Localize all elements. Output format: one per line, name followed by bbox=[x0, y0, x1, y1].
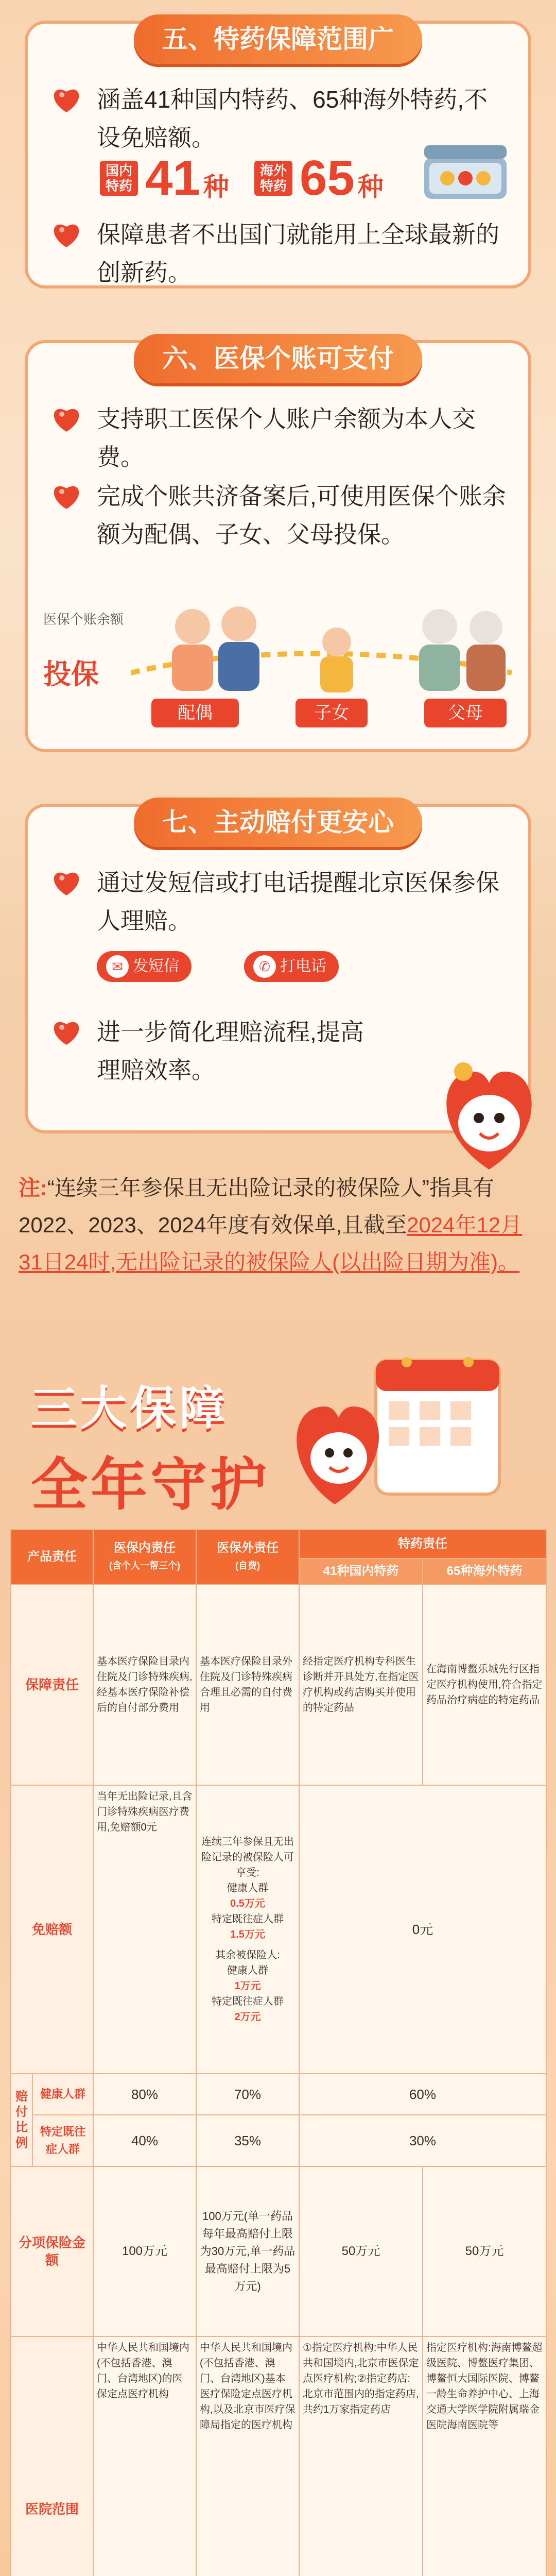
th-out-scope: 医保外责任 (自费) bbox=[196, 1530, 299, 1584]
point-self-pay: 支持职工医保个人账户余额为本人交费。 bbox=[51, 400, 508, 476]
phone-icon: ✆ bbox=[253, 955, 276, 978]
card-title: 五、特药保障范围广 bbox=[134, 14, 422, 64]
banner-title: 三大保障 全年守护 bbox=[31, 1383, 270, 1517]
th-item: 产品责任 bbox=[11, 1530, 93, 1584]
pill-box-icon bbox=[419, 142, 512, 204]
sms-button[interactable]: ✉ 发短信 bbox=[97, 951, 192, 982]
feature-card-special-drugs bbox=[25, 21, 531, 289]
benefit-table bbox=[10, 1529, 546, 2576]
family-illustration bbox=[131, 596, 512, 709]
heart-icon bbox=[51, 869, 81, 896]
drug-count-domestic: 国内特药 41 种 bbox=[100, 152, 229, 204]
family-tag-spouse: 配偶 bbox=[151, 699, 239, 727]
th-special-drugs: 特药责任 bbox=[299, 1530, 546, 1558]
account-card-label: 医保个账余额 bbox=[43, 612, 124, 627]
point-innovation: 保障患者不出国门就能用上全球最新的创新药。 bbox=[51, 215, 508, 292]
point-reminder: 通过发短信或打电话提醒北京医保参保人理赔。 bbox=[51, 863, 508, 940]
insure-label: 投保 bbox=[43, 659, 99, 690]
heart-icon bbox=[51, 221, 81, 248]
family-tag-child: 子女 bbox=[296, 699, 368, 727]
th-overseas: 65种海外特药 bbox=[423, 1558, 546, 1584]
table-row: 特定既往症人群 40% 35% 30% bbox=[11, 2115, 546, 2166]
call-button[interactable]: ✆ 打电话 bbox=[244, 951, 339, 982]
drug-count-overseas: 海外特药 65 种 bbox=[254, 152, 384, 204]
card-title: 七、主动赔付更安心 bbox=[134, 798, 422, 847]
point-coverage: 涵盖41种国内特药、65种海外特药,不设免赔额。 bbox=[51, 80, 508, 157]
heart-icon bbox=[51, 405, 81, 433]
calendar-mascot-illustration bbox=[278, 1350, 515, 1515]
card-title: 六、医保个账可支付 bbox=[134, 334, 422, 383]
table-row: 分项保险金额 100万元 100万元(单一药品每年最高赔付上限为30万元,单一药品最高赔付上限为5万元) 50万元 50万元 bbox=[11, 2166, 546, 2336]
message-icon: ✉ bbox=[106, 955, 129, 978]
table-row: 免赔额 当年无出险记录,且含门诊特殊疾病医疗费用,免赔额0元 连续三年参保且无出险记录的被保险人可享受: 健康人群 0.5万元 特定既往症人群 1.5万元 其余被保险人: 健康人群 1万元 特定既往症人群 2万元 0元 bbox=[11, 1785, 546, 2074]
heart-icon bbox=[51, 482, 81, 510]
table-row: 保障责任 基本医疗保险目录内住院及门诊特殊疾病,经基本医疗保险补偿后的自付部分费用 基本医疗保险目录外住院及门诊特殊疾病合理且必需的自付费用 经指定医疗机构专科医生诊断并开具处方,在指定医疗机构或药店购买并使用的特定药品 在海南博鳌乐城先行区指定医疗机构使用,符合指定药品治疗病症的特定药品 bbox=[11, 1584, 546, 1785]
th-in-scope: 医保内责任 (含个人一帮三个) bbox=[93, 1530, 196, 1584]
point-simplify: 进一步简化理赔流程,提高理赔效率。 bbox=[51, 1013, 508, 1089]
feature-card-personal-account bbox=[25, 340, 531, 752]
point-family-pay: 完成个账共济备案后,可使用医保个账余额为配偶、子女、父母投保。 bbox=[51, 477, 508, 553]
heart-icon bbox=[51, 1018, 81, 1046]
heart-icon bbox=[51, 86, 81, 113]
table-row: 医院范围 中华人民共和国境内(不包括香港、澳门、台湾地区)的医保定点医疗机构 中华人民共和国境内(不包括香港、澳门、台湾地区)基本医疗保险定点医疗机构,以及北京市医疗保障局指定的医疗机构 ①指定医疗机构:中华人民共和国境内,北京市医保定点医疗机构;②指定药店:北京市范围内的指定药店,共约1万家指定药店 指定医疗机构:海南博鳌超级医院、博鳌医疗集团、博鳌恒大国际医院、博鳌一龄生命养护中心、上海交通大学医学院附属瑞金医院海南医院等 bbox=[11, 2336, 546, 2576]
family-tag-parents: 父母 bbox=[424, 699, 507, 727]
note-claims-definition: 注:“连续三年参保且无出险记录的被保险人”指具有2022、2023、2024年度有效保单,且截至2024年12月31日24时,无出险记录的被保险人(以出险日期为准)。 bbox=[19, 1176, 523, 1274]
table-row: 赔付比例 健康人群 80% 70% 60% bbox=[11, 2074, 546, 2115]
mascot-heart-icon bbox=[432, 1051, 546, 1175]
th-domestic: 41种国内特药 bbox=[299, 1558, 423, 1584]
